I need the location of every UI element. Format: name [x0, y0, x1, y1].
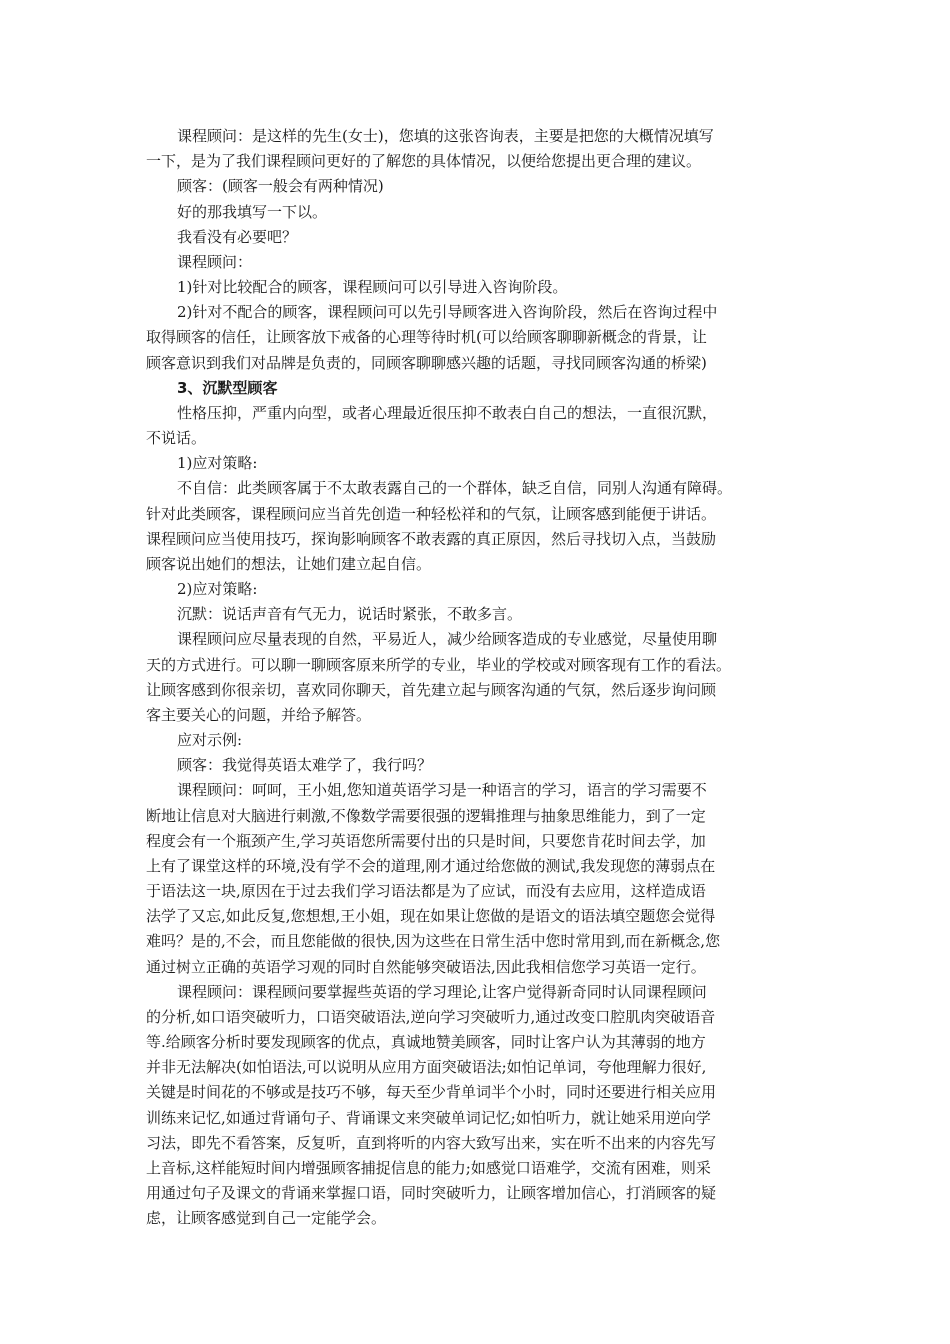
paragraph-line: 顾客：(顾客一般会有两种情况) — [177, 177, 384, 195]
paragraph-line: 2)应对策略: — [177, 580, 258, 598]
paragraph-line: 程度会有一个瓶颈产生,学习英语您所需要付出的只是时间，只要您肯花时间去学，加 — [146, 832, 706, 850]
paragraph-line: 并非无法解决(如怕语法,可以说明从应用方面突破语法;如怕记单词，夸他理解力很好, — [146, 1058, 707, 1076]
paragraph-line: 虑，让顾客感觉到自己一定能学会。 — [146, 1209, 387, 1227]
paragraph-line: 好的那我填写一下以。 — [177, 203, 328, 221]
paragraph-line: 顾客说出她们的想法，让她们建立起自信。 — [146, 555, 432, 573]
paragraph-line: 取得顾客的信任，让顾客放下戒备的心理等待时机(可以给顾客聊聊新概念的背景，让 — [146, 328, 707, 346]
paragraph-line: 难吗？是的,不会，而且您能做的很快,因为这些在日常生活中您时常用到,而在新概念,您 — [146, 932, 721, 950]
paragraph-line: 1)应对策略: — [177, 454, 258, 472]
paragraph-line: 通过树立正确的英语学习观的同时自然能够突破语法,因此我相信您学习英语一定行。 — [146, 958, 706, 976]
paragraph-line: 天的方式进行。可以聊一聊顾客原来所学的专业，毕业的学校或对顾客现有工作的看法。 — [146, 656, 732, 674]
paragraph-line: 习法，即先不看答案，反复听，直到将听的内容大致写出来，实在听不出来的内容先写 — [146, 1134, 717, 1152]
paragraph-line: 不说话。 — [146, 429, 207, 447]
paragraph-line: 课程顾问： — [177, 253, 253, 271]
paragraph-line: 用通过句子及课文的背诵来掌握口语，同时突破听力，让顾客增加信心，打消顾客的疑 — [146, 1184, 717, 1202]
paragraph-line: 课程顾问：是这样的先生(女士)，您填的这张咨询表，主要是把您的大概情况填写 — [177, 127, 714, 145]
paragraph-line: 课程顾问应尽量表现的自然，平易近人，减少给顾客造成的专业感觉，尽量使用聊 — [177, 630, 718, 648]
paragraph-line: 法学了又忘,如此反复,您想想,王小姐，现在如果让您做的是语文的语法填空题您会觉得 — [146, 907, 716, 925]
paragraph-line: 性格压抑，严重内向型，或者心理最近很压抑不敢表白自己的想法，一直很沉默， — [177, 404, 718, 422]
paragraph-line: 的分析,如口语突破听力，口语突破语法,逆向学习突破听力,通过改变口腔肌肉突破语音 — [146, 1008, 716, 1026]
paragraph-line: 断地让信息对大脑进行刺激,不像数学需要很强的逻辑推理与抽象思维能力，到了一定 — [146, 807, 706, 825]
paragraph-line: 课程顾问：呵呵，王小姐,您知道英语学习是一种语言的学习，语言的学习需要不 — [177, 781, 707, 799]
paragraph-line: 我看没有必要吧？ — [177, 228, 298, 246]
paragraph-line: 课程顾问：课程顾问要掌握些英语的学习理论,让客户觉得新奇同时认同课程顾问 — [177, 983, 707, 1001]
paragraph-line: 课程顾问应当使用技巧，探询影响顾客不敢表露的真正原因，然后寻找切入点，当鼓励 — [146, 530, 717, 548]
paragraph-line: 应对示例: — [177, 731, 243, 749]
paragraph-line: 顾客：我觉得英语太难学了，我行吗？ — [177, 756, 433, 774]
section-heading: 3、沉默型顾客 — [177, 379, 278, 397]
paragraph-line: 于语法这一块,原因在于过去我们学习语法都是为了应试，而没有去应用，这样造成语 — [146, 882, 706, 900]
paragraph-line: 上音标,这样能短时间内增强顾客捕捉信息的能力;如感觉口语难学，交流有困难，则采 — [146, 1159, 711, 1177]
paragraph-line: 训练来记忆,如通过背诵句子、背诵课文来突破单词记忆;如怕听力，就让她采用逆向学 — [146, 1109, 711, 1127]
paragraph-line: 顾客意识到我们对品牌是负责的，同顾客聊聊感兴趣的话题，寻找同顾客沟通的桥梁) — [146, 354, 707, 372]
paragraph-line: 针对此类顾客，课程顾问应当首先创造一种轻松祥和的气氛，让顾客感到能便于讲话。 — [146, 505, 717, 523]
paragraph-line: 沉默：说话声音有气无力，说话时紧张，不敢多言。 — [177, 605, 523, 623]
paragraph-line: 等.给顾客分析时要发现顾客的优点，真诚地赞美顾客，同时让客户认为其薄弱的地方 — [146, 1033, 706, 1051]
paragraph-line: 1)针对比较配合的顾客，课程顾问可以引导进入咨询阶段。 — [177, 278, 568, 296]
paragraph-line: 一下，是为了我们课程顾问更好的了解您的具体情况，以便给您提出更合理的建议。 — [146, 152, 702, 170]
paragraph-line: 2)针对不配合的顾客，课程顾问可以先引导顾客进入咨询阶段，然后在咨询过程中 — [177, 303, 718, 321]
paragraph-line: 关键是时间花的不够或是技巧不够，每天至少背单词半个小时，同时还要进行相关应用 — [146, 1083, 717, 1101]
paragraph-line: 上有了课堂这样的环境,没有学不会的道理,刚才通过给您做的测试,我发现您的薄弱点在 — [146, 857, 716, 875]
paragraph-line: 让顾客感到你很亲切，喜欢同你聊天，首先建立起与顾客沟通的气氛，然后逐步询问顾 — [146, 681, 717, 699]
paragraph-line: 客主要关心的问题，并给予解答。 — [146, 706, 372, 724]
paragraph-line: 不自信：此类顾客属于不太敢表露自己的一个群体，缺乏自信，同别人沟通有障碍。 — [177, 479, 733, 497]
